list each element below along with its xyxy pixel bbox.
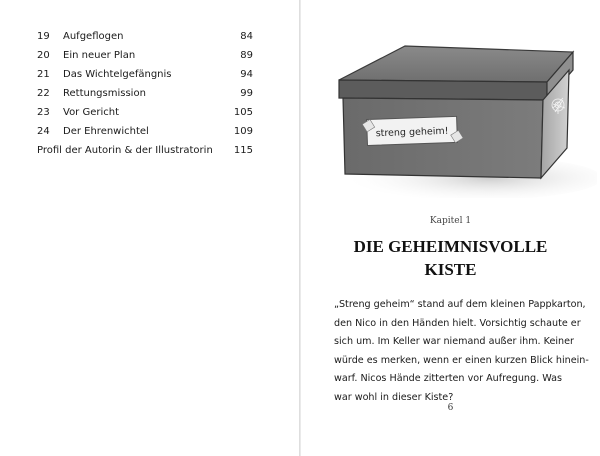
toc-title: Das Wichtelgefängnis	[63, 69, 172, 80]
toc-number: 24	[37, 126, 50, 137]
body-line: war wohl in dieser Kiste?	[334, 391, 454, 403]
toc-page: 89	[240, 50, 253, 61]
toc-number: 21	[37, 69, 50, 80]
chapter-label: Kapitel 1	[429, 216, 472, 226]
toc-entry	[37, 124, 253, 140]
toc-title: Profil der Autorin & der Illustratorin	[37, 145, 213, 156]
toc-page: 94	[240, 69, 253, 80]
toc-entry	[37, 86, 253, 102]
box-label-text: streng geheim!	[375, 125, 449, 140]
toc-title: Ein neuer Plan	[63, 50, 136, 61]
page-number: 6	[447, 403, 454, 413]
toc-page: 109	[233, 126, 253, 137]
box-label	[362, 116, 463, 146]
body-line: würde es merken, wenn er einen kurzen Blick hinein-	[334, 354, 589, 366]
toc-entry-profile	[37, 143, 253, 159]
body-line: „Streng geheim“ stand auf dem kleinen Pappkarton,	[334, 299, 586, 310]
toc-number: 22	[37, 88, 50, 99]
toc-number: 20	[37, 50, 50, 61]
toc-title: Aufgeflogen	[63, 31, 124, 42]
chapter-body-text	[334, 296, 589, 407]
chapter-title-line: DIE GEHEIMNISVOLLE	[353, 237, 548, 256]
chapter-title	[301, 235, 600, 281]
toc-title: Der Ehrenwichtel	[63, 126, 149, 137]
toc-page: 105	[233, 107, 253, 118]
box-lid-top	[339, 46, 573, 82]
toc-page: 115	[233, 145, 253, 156]
toc-title: Vor Gericht	[63, 107, 120, 118]
body-line: sich um. Im Keller war niemand außer ihm. Keiner	[334, 336, 574, 347]
toc-entry	[37, 67, 253, 83]
toc-number: 23	[37, 107, 50, 118]
toc-entry	[37, 29, 253, 45]
body-line: warf. Nicos Hände zitterten vor Aufregung. Was	[334, 373, 562, 384]
secret-box-illustration	[327, 38, 597, 198]
toc-page: 84	[240, 31, 253, 42]
toc-entry	[37, 48, 253, 64]
toc-title: Rettungsmission	[63, 88, 146, 99]
chapter-title-line: KISTE	[424, 260, 477, 279]
toc-page: 99	[240, 88, 253, 99]
box-lid-front	[339, 80, 547, 100]
toc-number: 19	[37, 31, 50, 42]
toc-entry	[37, 105, 253, 121]
body-line: den Nico in den Händen hielt. Vorsichtig schaute er	[334, 317, 581, 329]
